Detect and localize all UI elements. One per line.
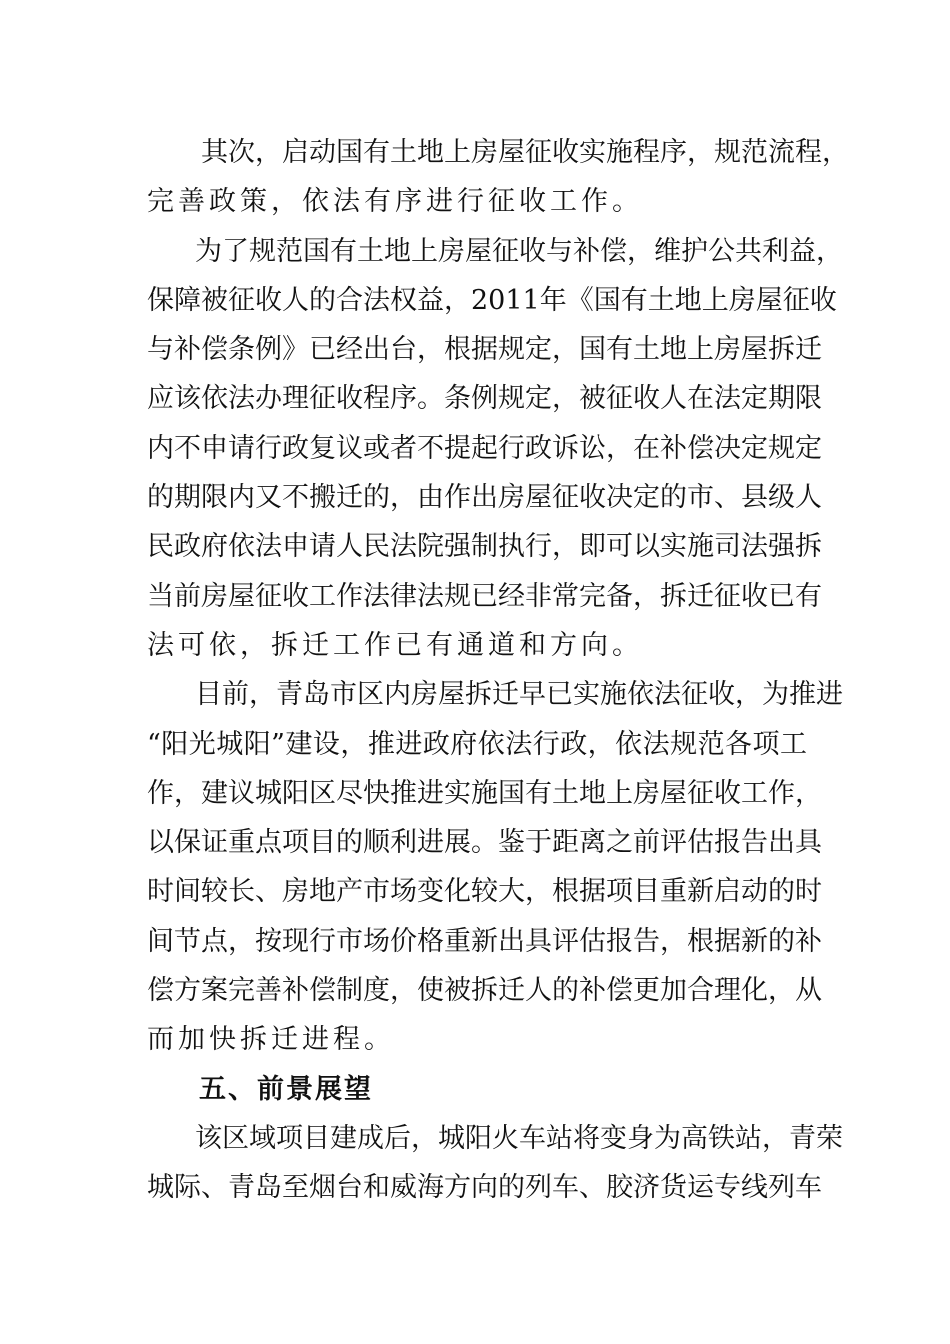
- text-line: 与补偿条例》已经出台，根据规定，国有土地上房屋拆迁: [147, 334, 822, 366]
- text-line: 目前，青岛市区内房屋拆迁早已实施依法征收，为推进: [195, 679, 843, 711]
- text-line: 作，建议城阳区尽快推进实施国有土地上房屋征收工作，: [147, 777, 822, 809]
- text-line: 当前房屋征收工作法律法规已经非常完备，拆迁征收已有: [147, 580, 822, 612]
- text-line: 内不申请行政复议或者不提起行政诉讼，在补偿决定规定: [147, 432, 822, 464]
- section-heading: 五、前景展望: [199, 1073, 373, 1105]
- text-line: 法可依，拆迁工作已有通道和方向。: [147, 629, 643, 661]
- text-line: 时间较长、房地产市场变化较大，根据项目重新启动的时: [147, 876, 822, 908]
- document-body: [147, 128, 849, 1213]
- text-line: 以保证重点项目的顺利进展。鉴于距离之前评估报告出具: [147, 827, 822, 859]
- text-line: 间节点，按现行市场价格重新出具评估报告，根据新的补: [147, 925, 822, 957]
- text-line: 的期限内又不搬迁的，由作出房屋征收决定的市、县级人: [147, 482, 822, 514]
- text-line: 城际、青岛至烟台和威海方向的列车、胶济货运专线列车: [147, 1172, 822, 1204]
- text-line: 应该依法办理征收程序。条例规定，被征收人在法定期限: [147, 383, 822, 415]
- text-line: “阳光城阳”建设，推进政府依法行政，依法规范各项工: [147, 728, 807, 760]
- text-line: 完善政策，依法有序进行征收工作。: [147, 186, 643, 218]
- text-line: 偿方案完善补偿制度，使被拆迁人的补偿更加合理化，从: [147, 975, 822, 1007]
- text-line: 民政府依法申请人民法院强制执行，即可以实施司法强拆: [147, 531, 822, 563]
- text-line: 其次，启动国有土地上房屋征收实施程序，规范流程，: [201, 137, 849, 168]
- text-line: 保障被征收人的合法权益，2011年《国有土地上房屋征收: [147, 284, 837, 316]
- text-line: 而加快拆迁进程。: [147, 1024, 395, 1056]
- text-line: 该区域项目建成后，城阳火车站将变身为高铁站，青荣: [195, 1122, 843, 1154]
- text-line: 为了规范国有土地上房屋征收与补偿，维护公共利益，: [195, 235, 843, 267]
